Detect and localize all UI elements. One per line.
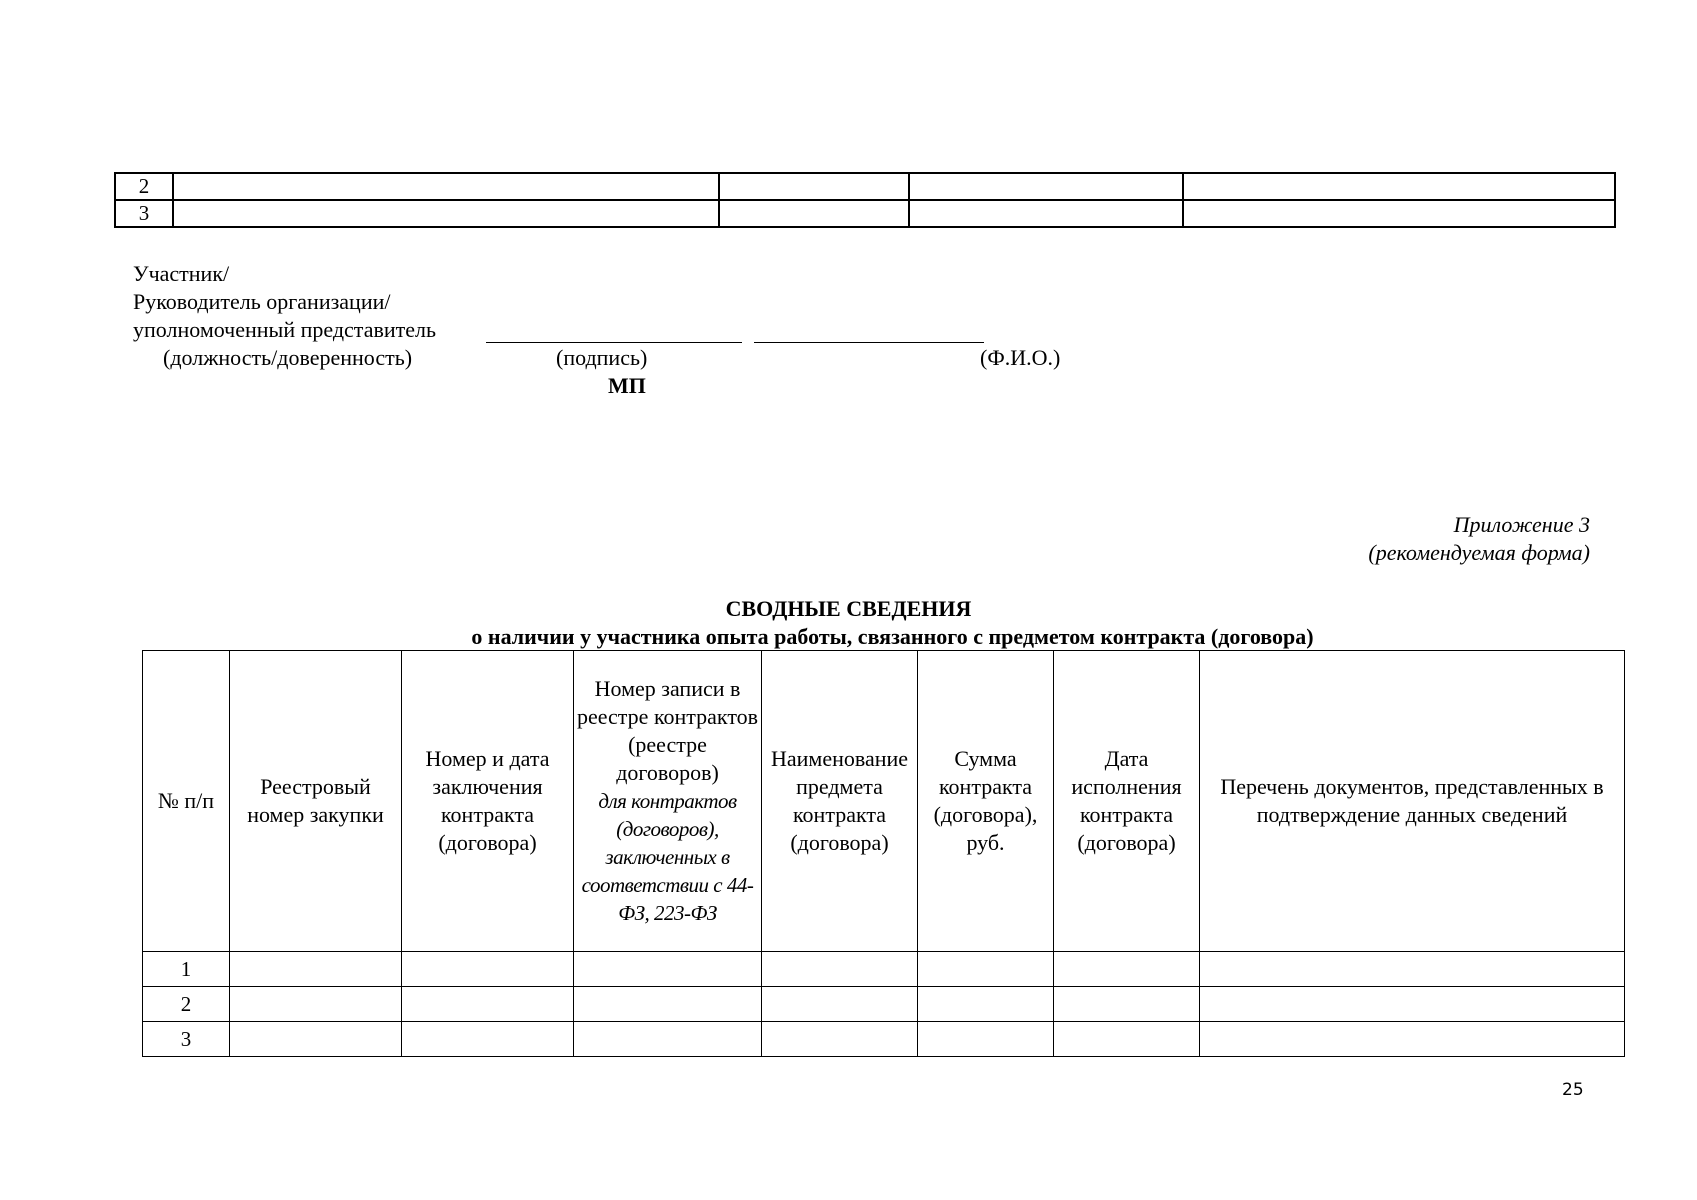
experience-summary-table: [142, 650, 1625, 1057]
row-number: 2: [143, 987, 230, 1022]
appendix-label: Приложение 3: [1453, 512, 1590, 537]
table-cell[interactable]: [1054, 987, 1200, 1022]
table-cell: [1183, 173, 1615, 200]
document-subtitle: о наличии у участника опыта работы, связанного с предметом контракта (договора): [471, 624, 1314, 649]
table-cell[interactable]: [574, 987, 762, 1022]
header-registry-record-note: для контрактов (договоров), заключенных в соответствии с 44-ФЗ, 223-ФЗ: [581, 789, 754, 925]
table-cell[interactable]: [402, 952, 574, 987]
table-cell[interactable]: [1054, 1022, 1200, 1057]
table-cell[interactable]: [574, 952, 762, 987]
position-caption: (должность/доверенность): [163, 345, 413, 370]
table-row: [143, 987, 1625, 1022]
header-registry-number: Реестровый номер закупки: [230, 651, 402, 952]
participant-label: Участник/: [133, 261, 230, 286]
table-cell[interactable]: [1200, 987, 1625, 1022]
table-cell[interactable]: [230, 1022, 402, 1057]
table-cell[interactable]: [762, 987, 918, 1022]
table-cell[interactable]: [762, 952, 918, 987]
header-execution-date: Дата исполнения контракта (договора): [1054, 651, 1200, 952]
table-cell: [719, 173, 909, 200]
header-documents-list: Перечень документов, представленных в подтверждение данных сведений: [1200, 651, 1625, 952]
table-row: [143, 1022, 1625, 1057]
table-cell[interactable]: [1054, 952, 1200, 987]
table-row: [143, 952, 1625, 987]
table-cell: [1183, 200, 1615, 227]
table-cell: [909, 173, 1183, 200]
header-row-number: № п/п: [143, 651, 230, 952]
header-contract-number-date: Номер и дата заключения контракта (договора): [402, 651, 574, 952]
representative-label: уполномоченный представитель: [133, 317, 437, 342]
row-number: 2: [115, 173, 173, 200]
signature-caption: (подпись): [556, 345, 648, 370]
name-line[interactable]: [754, 342, 984, 343]
form-type-label: (рекомендуемая форма): [1368, 540, 1590, 565]
table-cell[interactable]: [1200, 952, 1625, 987]
header-registry-record: [574, 651, 762, 952]
table-cell[interactable]: [402, 987, 574, 1022]
table-cell: [173, 200, 719, 227]
table-cell[interactable]: [1200, 1022, 1625, 1057]
table-cell[interactable]: [574, 1022, 762, 1057]
document-title: СВОДНЫЕ СВЕДЕНИЯ: [725, 596, 972, 621]
table-cell[interactable]: [402, 1022, 574, 1057]
stamp-label: МП: [608, 373, 646, 398]
header-registry-record-text: Номер записи в реестре контрактов (реестре договоров): [576, 676, 759, 785]
previous-form-table: [114, 172, 1616, 228]
signature-line[interactable]: [486, 342, 742, 343]
table-cell[interactable]: [230, 952, 402, 987]
table-cell[interactable]: [918, 987, 1054, 1022]
row-number: 1: [143, 952, 230, 987]
table-cell[interactable]: [230, 987, 402, 1022]
table-cell: [173, 173, 719, 200]
header-contract-subject: Наименование предмета контракта (договора): [762, 651, 918, 952]
table-cell[interactable]: [918, 952, 1054, 987]
row-number: 3: [115, 200, 173, 227]
table-header-row: [143, 651, 1625, 952]
page-number: 25: [1562, 1080, 1584, 1100]
name-caption: (Ф.И.О.): [980, 345, 1061, 370]
table-cell: [909, 200, 1183, 227]
row-number: 3: [143, 1022, 230, 1057]
table-row: [115, 200, 1615, 227]
table-row: [115, 173, 1615, 200]
head-of-organization-label: Руководитель организации/: [133, 289, 391, 314]
header-contract-amount: Сумма контракта (договора), руб.: [918, 651, 1054, 952]
table-cell[interactable]: [918, 1022, 1054, 1057]
table-cell: [719, 200, 909, 227]
table-cell[interactable]: [762, 1022, 918, 1057]
